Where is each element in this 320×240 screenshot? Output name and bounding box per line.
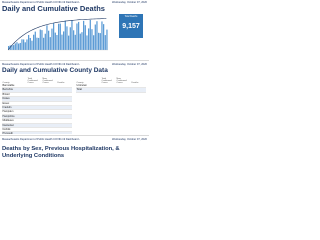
column-header: County bbox=[76, 82, 84, 84]
county-name: Unknown bbox=[76, 84, 101, 88]
total-deaths-value: 9,157 bbox=[122, 23, 140, 30]
chart-bar bbox=[106, 30, 107, 50]
chart-bar bbox=[65, 21, 66, 50]
chart-bar bbox=[31, 41, 32, 50]
chart-bar bbox=[71, 20, 72, 50]
chart-bar bbox=[35, 32, 36, 50]
chart-bar bbox=[90, 20, 91, 50]
chart-bar bbox=[20, 43, 21, 50]
chart-bar bbox=[51, 29, 52, 50]
chart-bar bbox=[46, 25, 47, 50]
chart-bar bbox=[68, 36, 69, 50]
table-cell bbox=[42, 132, 57, 134]
chart-bar bbox=[73, 30, 74, 50]
slide-county-data bbox=[0, 60, 149, 134]
column-header: Deaths bbox=[131, 82, 139, 84]
column-header: New Confirmed Cases bbox=[42, 78, 53, 84]
column-header: County bbox=[2, 82, 10, 84]
chart-bar bbox=[48, 31, 49, 50]
slide-header: Massachusetts Department of Public Health COVID-19 Dashboard - bbox=[2, 138, 81, 141]
total-deaths-box bbox=[119, 14, 143, 38]
chart-bar bbox=[78, 22, 79, 50]
chart-bar bbox=[70, 27, 71, 50]
county-name: Hampshire bbox=[2, 114, 27, 118]
chart-bar bbox=[45, 34, 46, 50]
slide-title: Deaths by Sex, Previous Hospitalization, & Underlying Conditions bbox=[2, 146, 120, 159]
column-header: New Confirmed Cases bbox=[116, 78, 127, 84]
county-name: Berkshire bbox=[2, 88, 27, 92]
deaths-bar-chart bbox=[8, 14, 108, 51]
slide-daily-cumulative-deaths bbox=[0, 0, 149, 58]
table-cell bbox=[116, 88, 131, 92]
chart-bar bbox=[83, 21, 84, 50]
chart-bar bbox=[56, 35, 57, 50]
slide-title: Daily and Cumulative County Data bbox=[2, 67, 108, 74]
chart-bar bbox=[30, 38, 31, 50]
county-name: Nantucket bbox=[2, 123, 27, 127]
slide-deaths-by-sex bbox=[0, 135, 149, 199]
chart-bar bbox=[13, 45, 14, 50]
table-row bbox=[76, 88, 146, 92]
chart-bar bbox=[91, 29, 92, 50]
chart-bar bbox=[105, 35, 106, 50]
slide-date: Wednesday, October 07, 2020 bbox=[112, 138, 147, 141]
chart-bar bbox=[28, 35, 29, 50]
slide-date: Wednesday, October 07, 2020 bbox=[112, 1, 147, 4]
county-name: Dukes bbox=[2, 97, 27, 101]
chart-bar bbox=[96, 21, 97, 50]
chart-bar bbox=[88, 28, 89, 50]
chart-bar bbox=[40, 30, 41, 50]
table-cell bbox=[57, 132, 72, 134]
chart-bar bbox=[55, 33, 56, 50]
chart-bar bbox=[61, 35, 62, 50]
county-name: Bristol bbox=[2, 92, 27, 96]
county-table-left bbox=[2, 78, 72, 134]
chart-bar bbox=[38, 38, 39, 50]
table-cell bbox=[131, 88, 146, 92]
slide-header: Massachusetts Department of Public Health COVID-19 Dashboard - bbox=[2, 63, 81, 66]
chart-bar bbox=[50, 37, 51, 50]
column-header: Total Confirmed Cases bbox=[27, 78, 38, 84]
chart-bar bbox=[101, 21, 102, 50]
chart-bar bbox=[63, 31, 64, 50]
chart-bar bbox=[98, 33, 99, 50]
column-header: Deaths bbox=[57, 82, 65, 84]
chart-bar bbox=[36, 38, 37, 50]
chart-bar bbox=[53, 23, 54, 50]
table-cell bbox=[101, 88, 116, 92]
county-name: Plymouth bbox=[2, 132, 27, 134]
chart-bar bbox=[81, 32, 82, 50]
chart-bar bbox=[86, 35, 87, 50]
slide-header: Massachusetts Department of Public Health COVID-19 Dashboard - bbox=[2, 1, 81, 4]
chart-bar bbox=[95, 25, 96, 50]
table-row bbox=[2, 132, 72, 134]
column-header: Total Confirmed Cases bbox=[101, 78, 112, 84]
chart-bar bbox=[85, 25, 86, 50]
county-name: Middlesex bbox=[2, 119, 27, 123]
chart-bar bbox=[100, 33, 101, 50]
chart-bar bbox=[76, 23, 77, 50]
chart-bar bbox=[43, 38, 44, 50]
chart-bar bbox=[21, 39, 22, 50]
slide-date: Wednesday, October 07, 2020 bbox=[112, 63, 147, 66]
chart-bar bbox=[16, 42, 17, 50]
total-deaths-label: Total Deaths bbox=[124, 16, 138, 18]
chart-bar bbox=[26, 39, 27, 50]
chart-bar bbox=[15, 43, 16, 50]
county-name: Barnstable bbox=[2, 84, 27, 88]
county-name: Norfolk bbox=[2, 128, 27, 132]
table-cell bbox=[27, 132, 42, 134]
chart-bar bbox=[41, 30, 42, 50]
chart-bar bbox=[58, 24, 59, 50]
county-name: Franklin bbox=[2, 106, 27, 110]
county-name: Essex bbox=[2, 101, 27, 105]
chart-bar bbox=[23, 39, 24, 50]
chart-bar bbox=[93, 35, 94, 50]
chart-bars bbox=[8, 20, 108, 50]
slide-title: Daily and Cumulative Deaths bbox=[2, 4, 105, 13]
county-name: Hampden bbox=[2, 110, 27, 114]
chart-bar bbox=[25, 42, 26, 50]
chart-bar bbox=[18, 44, 19, 50]
county-name: Total bbox=[76, 88, 101, 92]
county-table-right bbox=[76, 78, 146, 93]
chart-bar bbox=[66, 26, 67, 50]
chart-bar bbox=[103, 24, 104, 50]
chart-bar bbox=[75, 35, 76, 50]
chart-bar bbox=[33, 35, 34, 50]
chart-bar bbox=[60, 24, 61, 50]
chart-bar bbox=[80, 34, 81, 50]
